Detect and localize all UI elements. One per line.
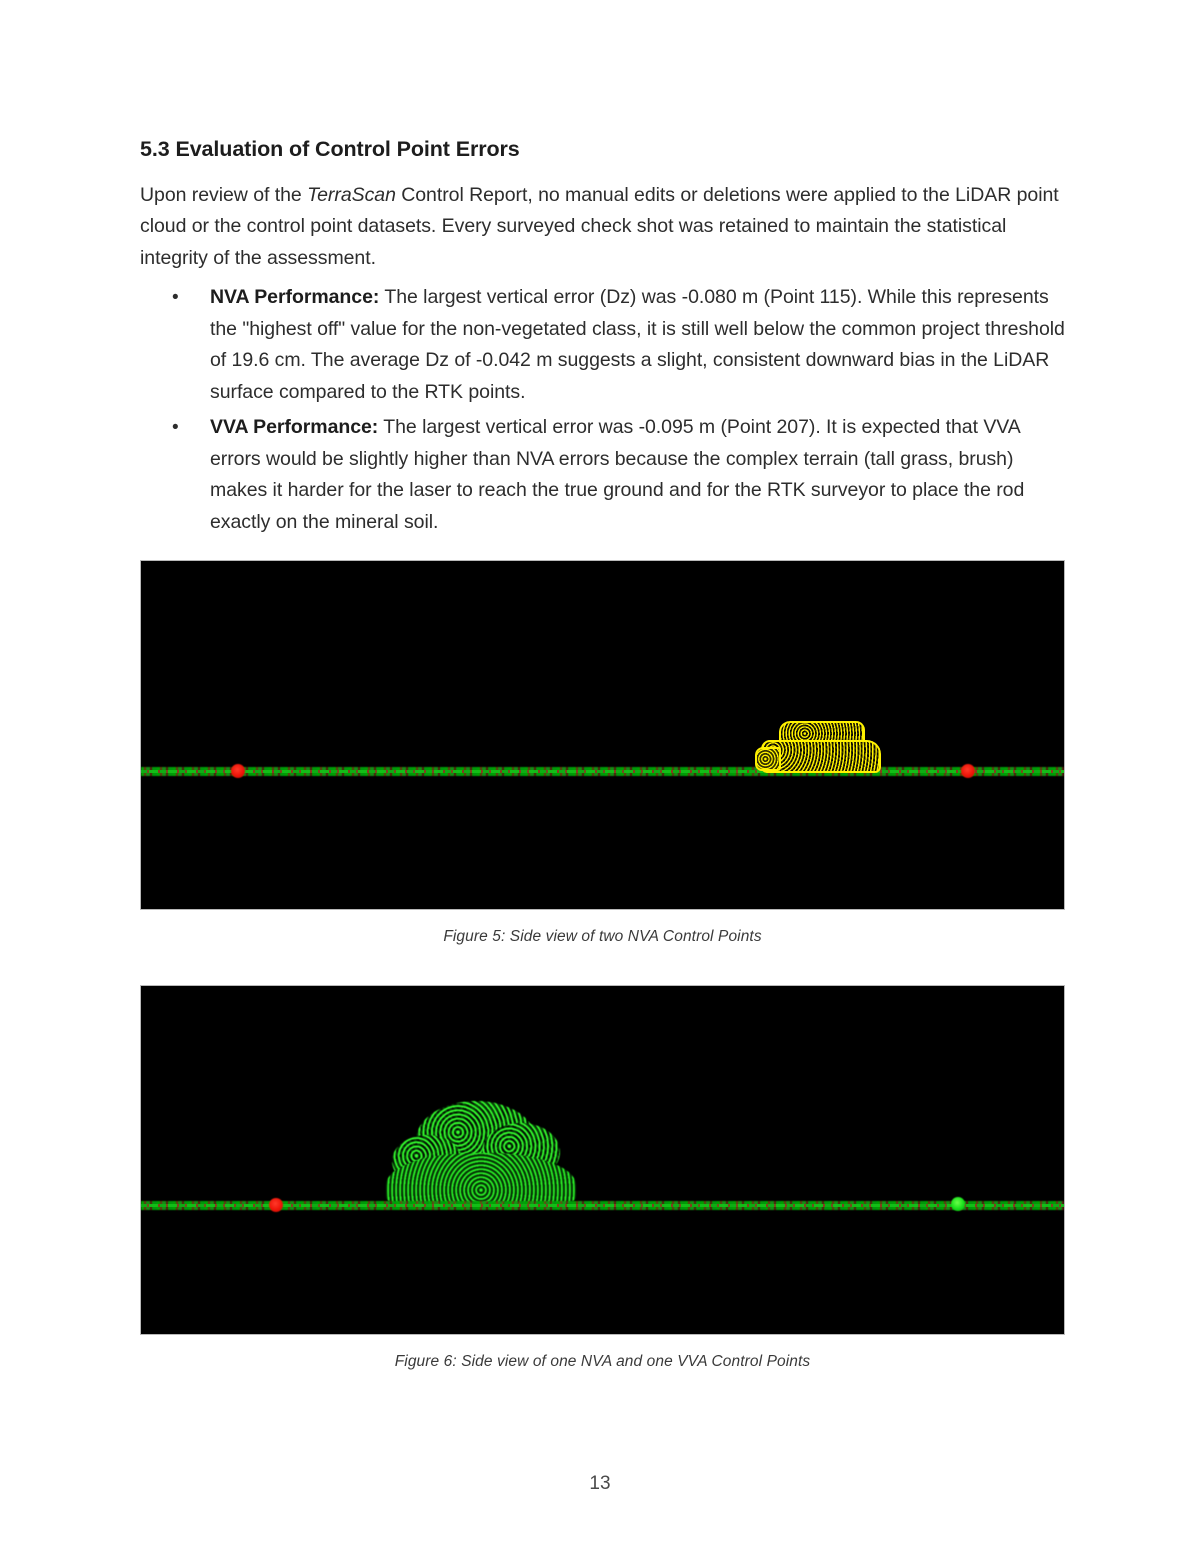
terrascan-product-name: TerraScan [307, 183, 396, 206]
vehicle-hood [755, 747, 781, 771]
nva-control-point-left [231, 764, 245, 778]
nva-control-point-right [961, 764, 975, 778]
section-heading: 5.3 Evaluation of Control Point Errors [140, 137, 520, 161]
figure-5-caption: Figure 5: Side view of two NVA Control Points [443, 928, 762, 945]
bullet-text-nva: The largest vertical error (Dz) was -0.080 m (Point 115). While this represents the "highest off" value for the non-vegetated class, it is still well below the common project threshold of 19.6 cm. The average Dz of -0.042 m suggests a slight, consistent downward bias in the LiDAR surface compared to the RTK points. [210, 286, 1065, 403]
intro-paragraph-part2: Control Report, no manual edits or deletions were applied to the LiDAR point cloud or the control point datasets. Every surveyed check shot was retained to maintain the statistical integrity of the assessment. [140, 183, 1059, 269]
intro-paragraph [140, 180, 1065, 275]
performance-bullet-list [140, 282, 1065, 538]
bullet-vva-performance [140, 412, 1065, 538]
bullet-label-nva: NVA Performance: [210, 286, 380, 309]
figure-5-pointcloud-view [140, 560, 1065, 910]
vehicle-point-cloud [761, 721, 881, 773]
nva-control-point [269, 1198, 283, 1212]
figure-6-caption: Figure 6: Side view of one NVA and one VVA Control Points [394, 1353, 811, 1370]
page-number: 13 [589, 1473, 611, 1494]
bullet-marker-icon: • [172, 287, 179, 309]
page-content [140, 136, 1065, 542]
bullet-text-vva: The largest vertical error was -0.095 m (Point 207). It is expected that VVA errors would be slightly higher than NVA errors because the complex terrain (tall grass, brush) makes it harder for the laser to reach the true ground and for the RTK surveyor to place the rod exactly on the mineral soil. [210, 416, 1025, 533]
bullet-label-vva: VVA Performance: [210, 416, 379, 439]
vehicle-cabin [779, 721, 865, 742]
vva-control-point [951, 1197, 965, 1211]
bullet-nva-performance [140, 282, 1065, 408]
brush-base [386, 1153, 576, 1206]
vegetation-point-cloud [386, 1101, 576, 1206]
figure-6-pointcloud-view [140, 985, 1065, 1335]
intro-paragraph-part1: Upon review of the [140, 183, 308, 206]
bullet-marker-icon: • [172, 417, 179, 439]
ground-surface-core [141, 770, 1064, 773]
